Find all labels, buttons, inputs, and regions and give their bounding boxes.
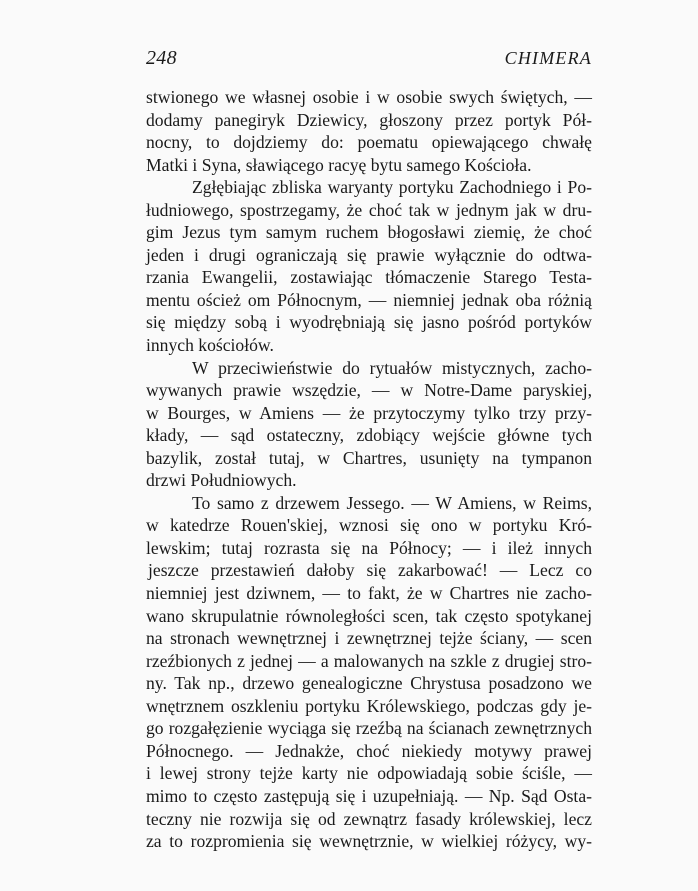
- text-line: nocny, to dojdziemy do: poematu opiewającego chwałę: [146, 132, 592, 153]
- paragraph-start-line: W przeciwieństwie do rytuałów mistycznych, zacho-: [192, 357, 592, 378]
- text-line: drzwi Południowych.: [146, 470, 297, 491]
- text-line: gim Jezus tym samym ruchem błogosławi ziemię, że choć: [146, 222, 592, 243]
- text-line: rzeźbionych z jednej — a malowanych na szkle z drugiej stro-: [146, 650, 592, 671]
- text-line: jeden i drugi ograniczają się prawie wyłącznie do odtwa-: [146, 244, 592, 265]
- text-line: innych kościołów.: [146, 335, 274, 356]
- text-line: w Bourges, w Amiens — że przytoczymy tylko trzy przy-: [146, 402, 592, 423]
- text-line: i lewej strony tejże karty nie odpowiadają sobie ściśle, —: [146, 763, 592, 784]
- page-number: 248: [146, 47, 177, 69]
- text-line: na stronach wewnętrznej i zewnętrznej tejże ściany, — scen: [146, 628, 592, 649]
- text-line: dodamy panegiryk Dziewicy, głoszony przez portyk Pół-: [146, 109, 592, 130]
- text-line: ny. Tak np., drzewo genealogiczne Chrystusa posadzono we: [146, 673, 592, 694]
- text-line: go rozgałęzienie wyciąga się rzeźbą na ścianach zewnętrznych: [146, 718, 592, 739]
- text-line: wywanych prawie wszędzie, — w Notre-Dame paryskiej,: [146, 380, 592, 401]
- paragraph-start-line: Zgłębiając zbliska waryanty portyku Zachodniego i Po-: [192, 177, 592, 198]
- text-line: teczny nie rozwija się od zewnątrz fasady królewskiej, lecz: [146, 808, 592, 829]
- text-line: wnętrznem oszkleniu portyku Królewskiego, podczas gdy je-: [146, 695, 592, 716]
- text-line: bazylik, został tutaj, w Chartres, usunięty na tympanon: [146, 447, 592, 468]
- text-line: stwionego we własnej osobie i w osobie swych świętych, —: [146, 87, 592, 107]
- text-line: za to rozpromienia się wewnętrznie, w wielkiej różycy, wy-: [146, 831, 592, 852]
- text-line: mentu oścież om Północnym, — niemniej jednak oba różnią: [146, 289, 592, 310]
- text-line: niemniej jest dziwnem, — to fakt, że w Chartres nie zacho-: [146, 583, 592, 604]
- running-title: CHIMERA: [504, 48, 592, 68]
- text-line: wano skrupulatnie równoległości scen, tak często spotykanej: [146, 605, 592, 626]
- text-line: łudniowego, spostrzegamy, że choć tak w jednym jak w dru-: [146, 199, 592, 220]
- text-line: rzania Ewangelii, zostawiając tłómaczenie Starego Testa-: [146, 267, 592, 288]
- text-line: w katedrze Rouen'skiej, wznosi się ono w portyku Kró-: [146, 515, 592, 536]
- body-text: [146, 86, 592, 853]
- text-line: kłady, — sąd ostateczny, zdobiący wejście główne tych: [146, 425, 592, 446]
- text-line: Matki i Syna, sławiącego racyę bytu samego Kościoła.: [146, 154, 532, 175]
- paragraph-start-line: To samo z drzewem Jessego. — W Amiens, w Reims,: [192, 492, 592, 513]
- text-line: lewskim; tutaj rozrasta się na Północy; — i ileż innych: [146, 537, 592, 558]
- page-header: [146, 47, 592, 71]
- text-line: jeszcze przestawień dałoby się zakarbować! — Lecz co: [148, 560, 592, 581]
- text-line: się między sobą i wyodrębniają się jasno pośród portyków: [146, 312, 592, 333]
- text-line: mimo to często zastępują się i uzupełniają. — Np. Sąd Osta-: [146, 785, 592, 806]
- text-line: Północnego. — Jednakże, choć niekiedy motywy prawej: [146, 740, 592, 761]
